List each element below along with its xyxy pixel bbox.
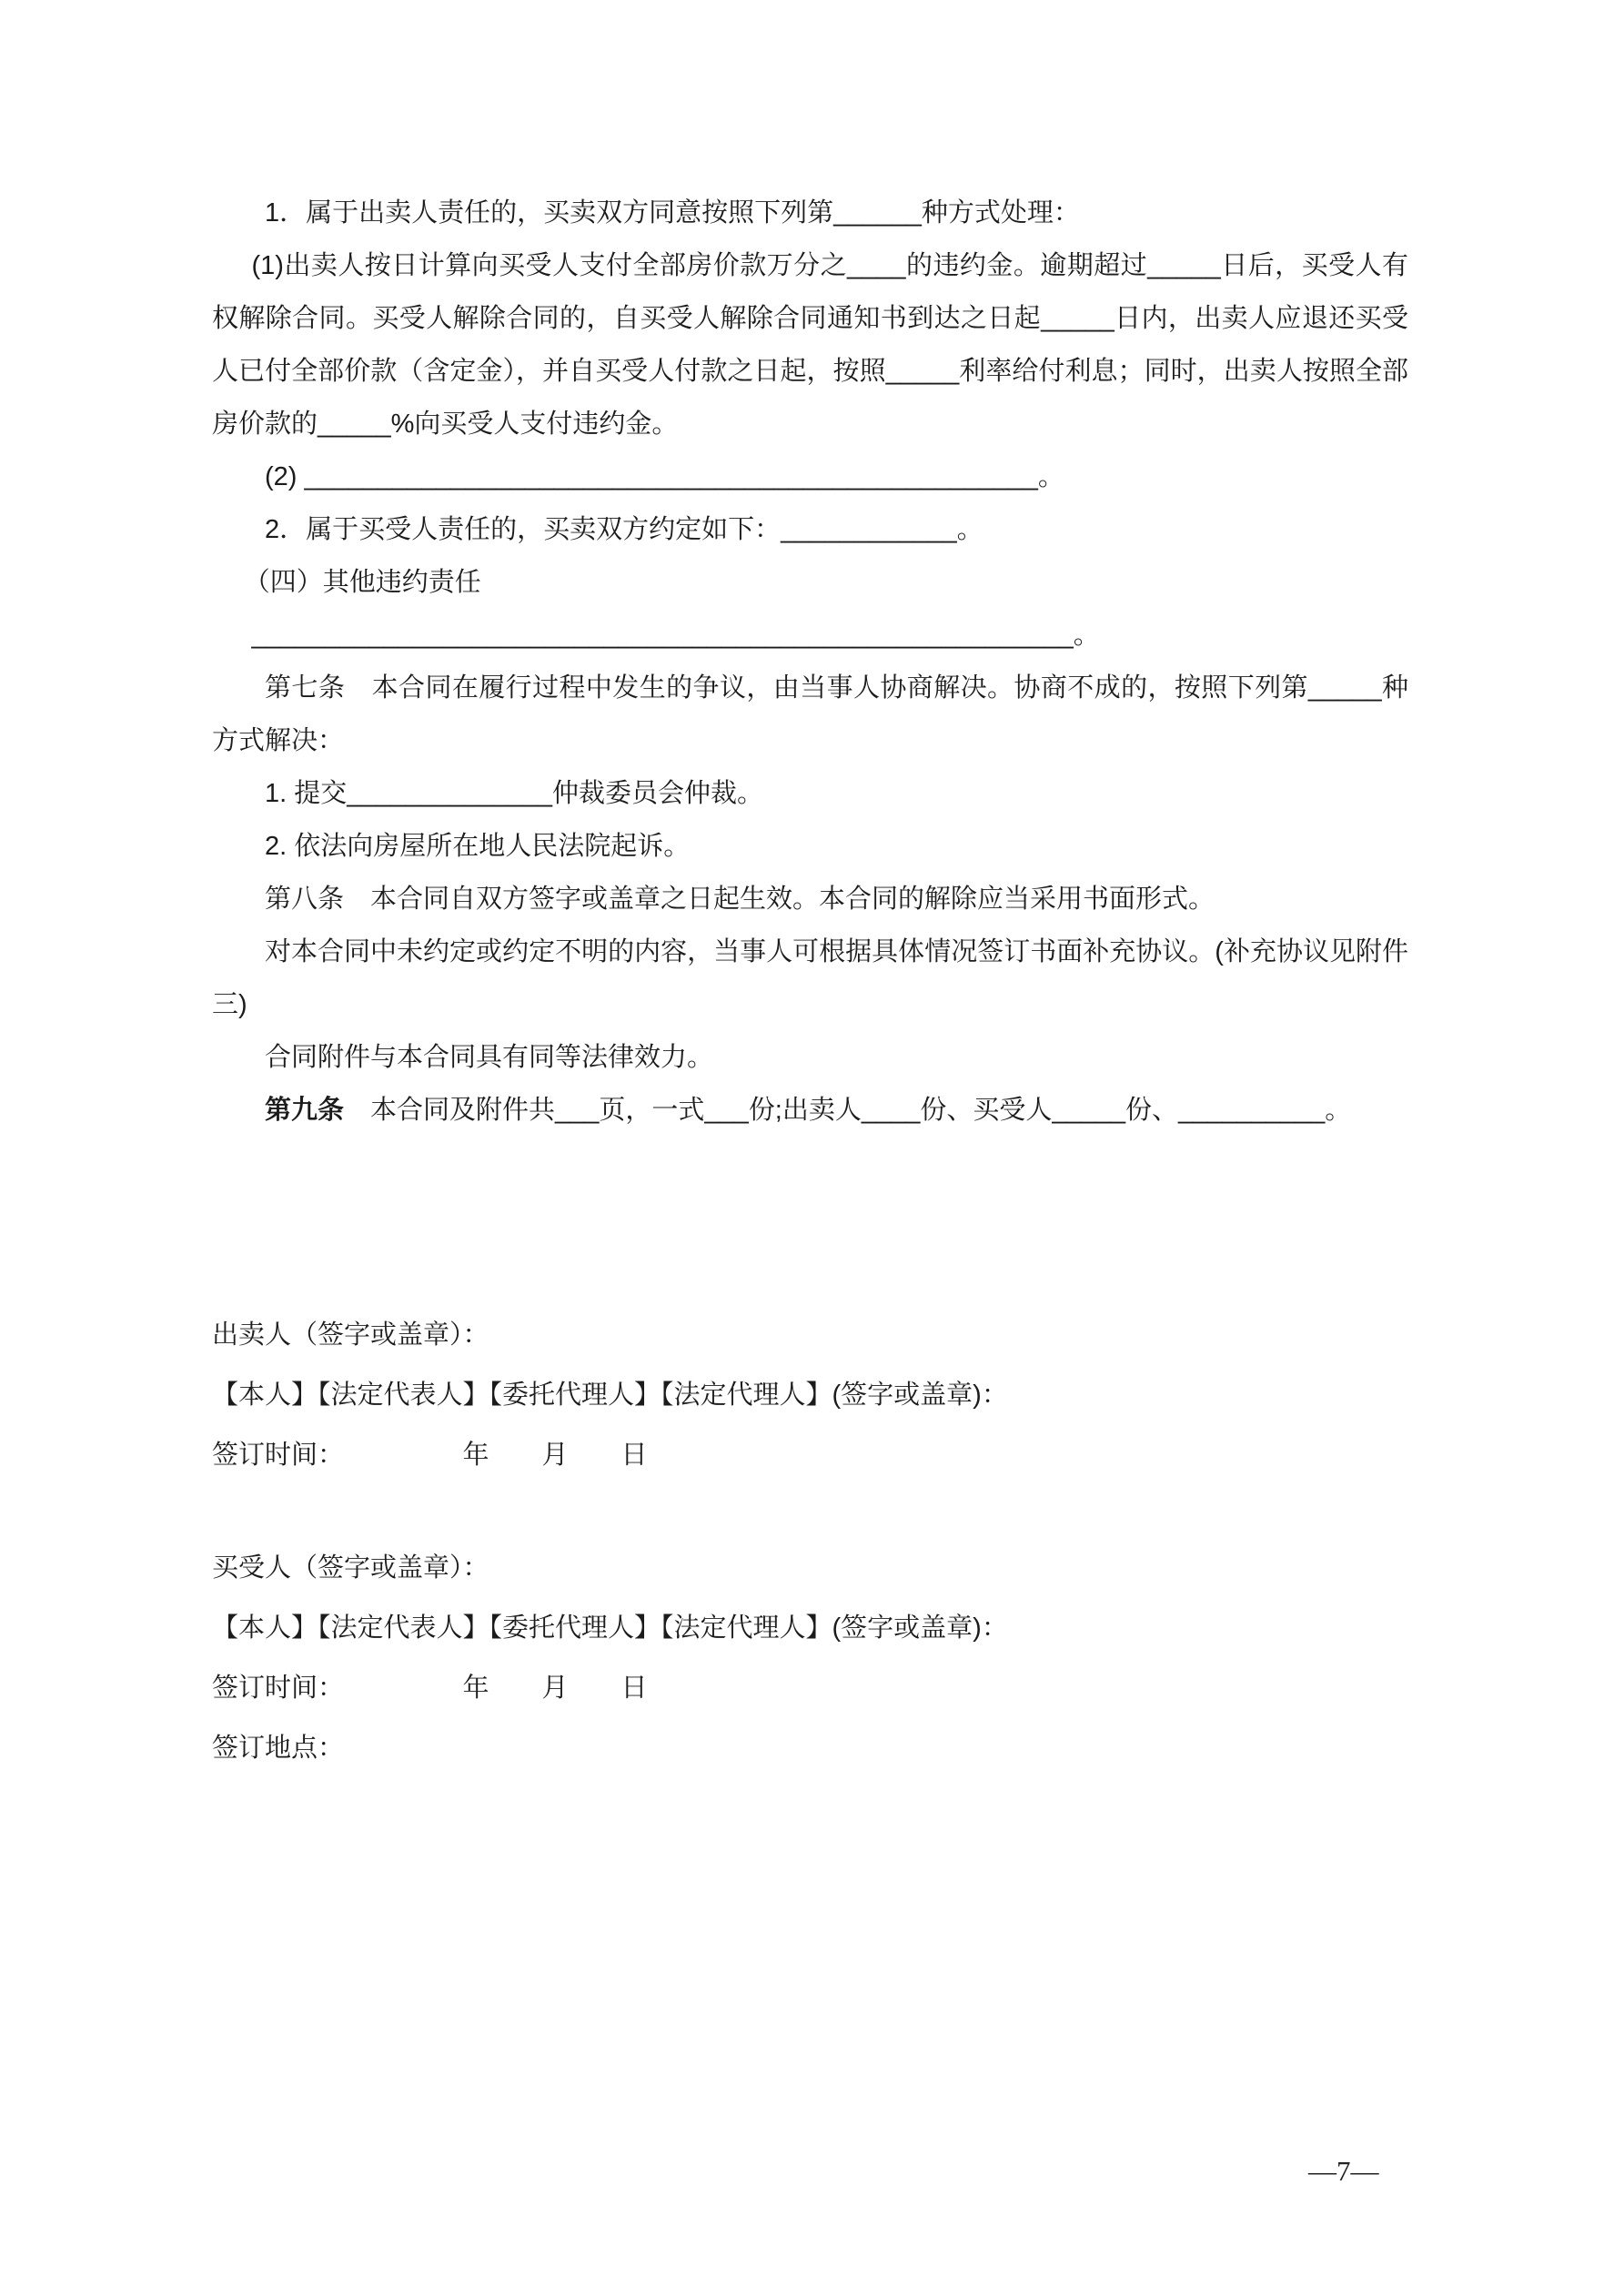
clause-9-label: 第九条 [265, 1096, 345, 1125]
sign-place: 签订地点： [212, 1734, 345, 1763]
dispute-option-court: 2. 依法向房屋所在地人民法院起诉。 [265, 832, 691, 861]
clause-9-copies [212, 1084, 1408, 1137]
clause-8-effectiveness: 第八条 本合同自双方签字或盖章之日起生效。本合同的解除应当采用书面形式。 [265, 885, 1215, 914]
supplementary-agreement-note: 对本合同中未约定或约定不明的内容，当事人可根据具体情况签订书面补充协议。(补充协议见附件三) [212, 937, 1408, 1019]
attachments-legal-effect: 合同附件与本合同具有同等法律效力。 [265, 1043, 714, 1072]
seller-signature-group [212, 1305, 1408, 1485]
buyer-sign-date: 签订时间： 年 月 日 [212, 1674, 648, 1703]
buyer-signature-title: 买受人（签字或盖章）： [212, 1553, 489, 1583]
seller-liability-intro: 1．属于出卖人责任的，买卖双方同意按照下列第______种方式处理： [265, 198, 1080, 228]
seller-liability-option-2-blank: (2) __________________________________________________。 [265, 462, 1064, 491]
seller-signature-title: 出卖人（签字或盖章）： [212, 1320, 489, 1350]
signature-section [212, 1305, 1408, 1778]
seller-liability-option-1: (1)出卖人按日计算向买受人支付全部房价款万分之____的违约金。逾期超过_____日后，买受人有权解除合同。买受人解除合同的，自买受人解除合同通知书到达之日起_____日内，出卖人应退还买受人已付全部价款（含定金），并自买受人付款之日起，按照_____利率给付利息；同时，出卖人按照全部房价款的_____%向买受人支付违约金。 [212, 251, 1408, 439]
contract-body [212, 187, 1408, 1778]
clause-7-dispute-resolution: 第七条 本合同在履行过程中发生的争议，由当事人协商解决。协商不成的，按照下列第_____种方式解决： [212, 673, 1408, 755]
other-liability-heading: （四）其他违约责任 [243, 568, 481, 597]
dispute-option-arbitration: 1. 提交______________仲裁委员会仲裁。 [265, 779, 764, 808]
clause-9-text: 本合同及附件共___页，一式___份;出卖人____份、买受人_____份、__________。 [344, 1096, 1352, 1125]
buyer-liability-agreement: 2．属于买受人责任的，买卖双方约定如下：____________。 [265, 515, 983, 544]
buyer-signature-group [212, 1538, 1408, 1778]
buyer-agents-line: 【本人】【法定代表人】【委托代理人】【法定代理人】(签字或盖章)： [212, 1613, 1008, 1643]
other-liability-blank-line: ________________________________________________________。 [251, 621, 1100, 650]
page-number: —7— [1308, 2155, 1379, 2187]
seller-agents-line: 【本人】【法定代表人】【委托代理人】【法定代理人】(签字或盖章)： [212, 1381, 1008, 1410]
seller-sign-date: 签订时间： 年 月 日 [212, 1441, 648, 1470]
